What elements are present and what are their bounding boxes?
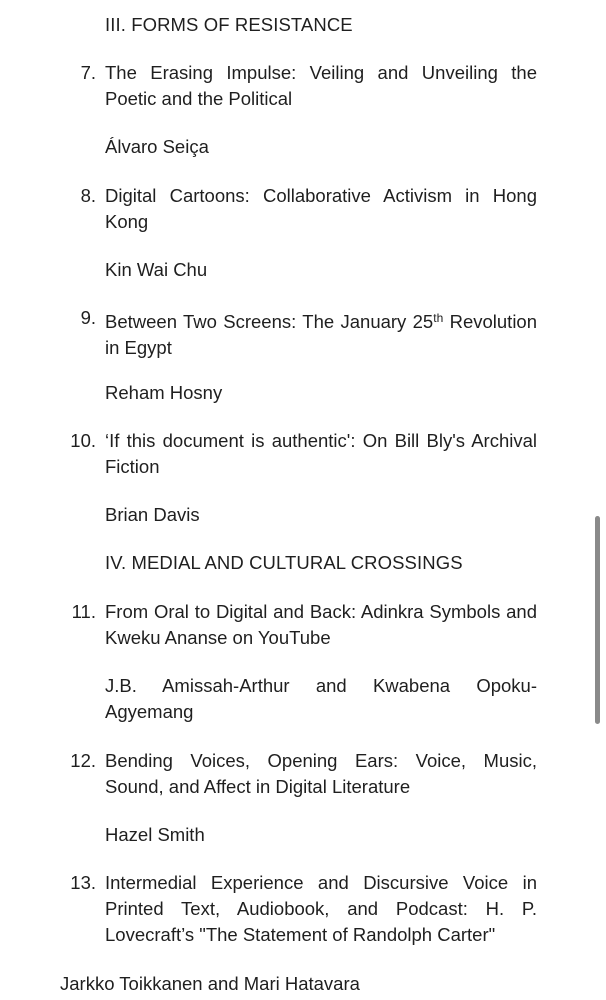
- entry-author: J.B. Amissah-Arthur and Kwabena Opoku-Agyemang: [105, 675, 537, 722]
- superscript: th: [433, 311, 444, 325]
- entry-title: The Erasing Impulse: Veiling and Unveiling the Poetic and the Political: [105, 62, 537, 109]
- entry-number: 11.: [71, 601, 96, 622]
- section-heading-iv: IV. MEDIAL AND CULTURAL CROSSINGS: [105, 552, 463, 573]
- entry-title: From Oral to Digital and Back: Adinkra Symbols and Kweku Ananse on YouTube: [105, 601, 537, 648]
- entry-author: Reham Hosny: [105, 382, 223, 403]
- entry-number: 8.: [80, 185, 96, 206]
- entry-title: [105, 305, 537, 361]
- entry-title: Intermedial Experience and Discursive Voice in Printed Text, Audiobook, and Podcast: H. P. Lovecraft’s "The Statement of Randolph Carter": [105, 872, 537, 945]
- entry-title: ‘If this document is authentic': On Bill Bly's Archival Fiction: [105, 430, 537, 477]
- entry-number: 13.: [70, 872, 96, 893]
- toc-entry-8[interactable]: [60, 183, 537, 235]
- entry-author: Brian Davis: [105, 504, 200, 525]
- entry-number: 10.: [70, 430, 96, 451]
- entry-number: 7.: [80, 62, 96, 83]
- entry-title: Bending Voices, Opening Ears: Voice, Music, Sound, and Affect in Digital Literature: [105, 750, 537, 797]
- title-text: Between Two Screens: The January 25: [105, 311, 434, 332]
- toc-entry-13[interactable]: [60, 870, 537, 948]
- section-heading-iii: III. FORMS OF RESISTANCE: [105, 14, 353, 35]
- entry-number: 9.: [80, 307, 96, 328]
- toc-entry-9[interactable]: [60, 305, 537, 361]
- entry-number: 12.: [70, 750, 96, 771]
- entry-title: Digital Cartoons: Collaborative Activism in Hong Kong: [105, 185, 537, 232]
- toc-entry-10[interactable]: [60, 428, 537, 480]
- entry-author: Kin Wai Chu: [105, 259, 208, 280]
- scrollbar-thumb[interactable]: [595, 516, 600, 724]
- entry-author: Álvaro Seiça: [105, 136, 209, 157]
- entry-author: Hazel Smith: [105, 824, 205, 845]
- title-text: Revolution in Egypt: [105, 311, 538, 358]
- toc-entry-7[interactable]: [60, 60, 537, 112]
- toc-entry-12[interactable]: [60, 748, 537, 800]
- entry-author: Jarkko Toikkanen and Mari Hatavara: [60, 973, 360, 994]
- toc-entry-11[interactable]: [60, 599, 537, 651]
